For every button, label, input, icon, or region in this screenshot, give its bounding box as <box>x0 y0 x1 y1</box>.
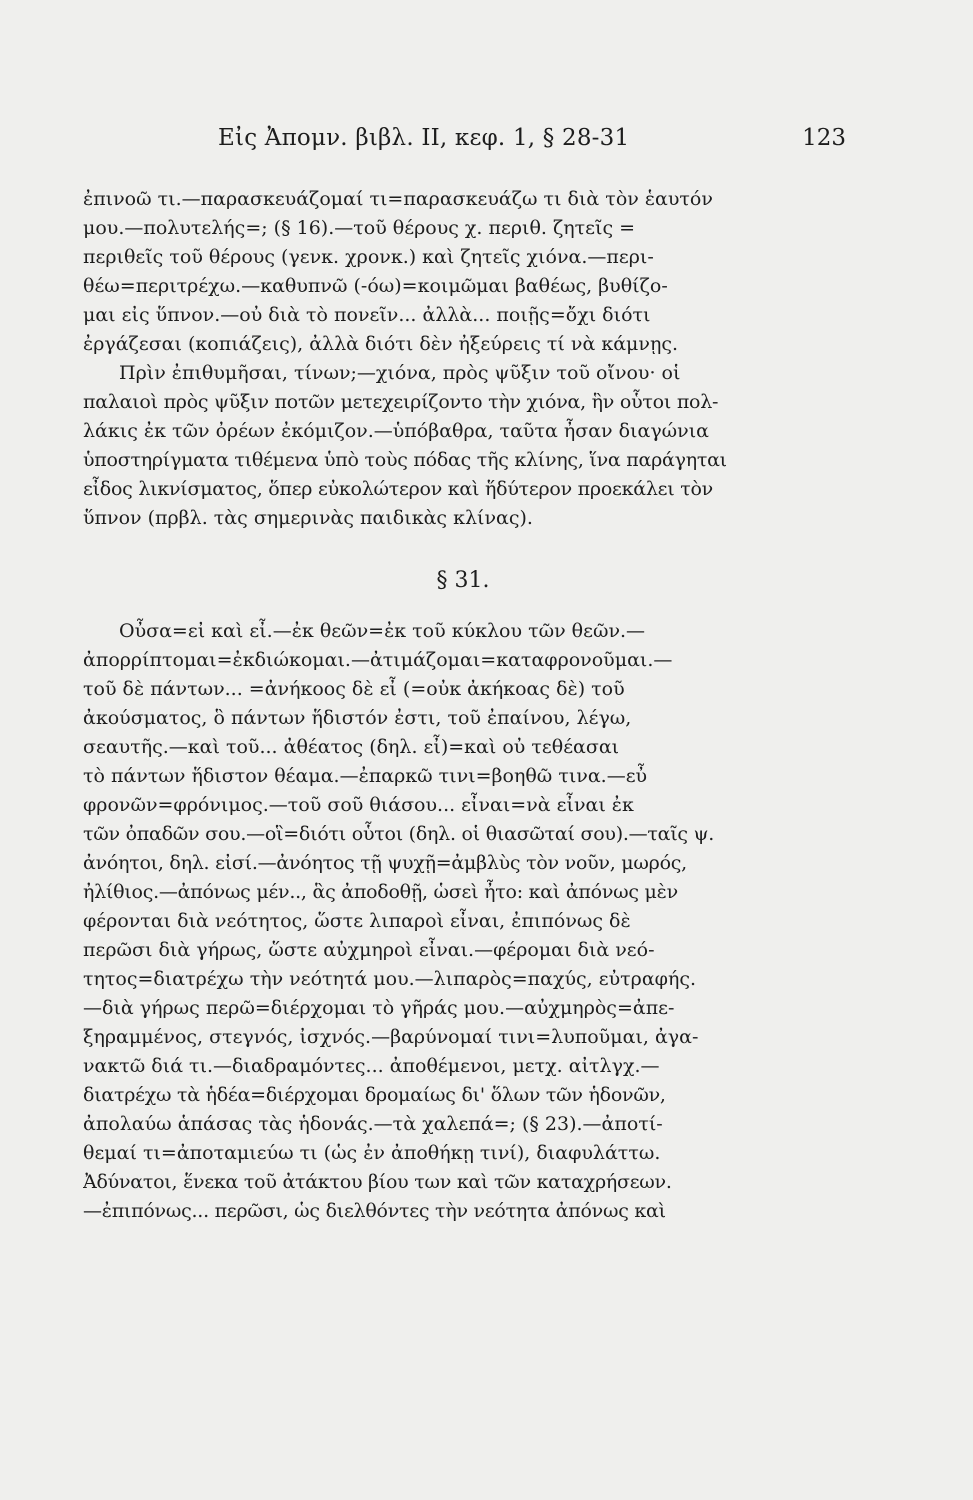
text-line: Ἀδύνατοι, ἕνεκα τοῦ ἀτάκτου βίου των καὶ τῶν καταχρήσεων. <box>83 1171 672 1193</box>
text-line: θέω=περιτρέχω.—καθυπνῶ (-όω)=κοιμῶμαι βαθέως, βυθίζο- <box>83 275 668 297</box>
text-line: τητος=διατρέχω τὴν νεότητά μου.—λιπαρὸς=παχύς, εὐτραφής. <box>83 968 697 990</box>
text-line: λάκις ἐκ τῶν ὀρέων ἐκόμιζον.—ὑπόβαθρα, ταῦτα ἦσαν διαγώνια <box>83 420 710 442</box>
text-line: ἐργάζεσαι (κοπιάζεις), ἀλλὰ διότι δὲν ἠξεύρεις τί νὰ κάμνῃς. <box>83 333 679 355</box>
paragraph <box>83 617 843 1226</box>
text-line: νακτῶ διά τι.—διαδραμόντες... ἀποθέμενοι, μετχ. αἰτλγχ.— <box>83 1055 660 1077</box>
text-line: Πρὶν ἐπιθυμῆσαι, τίνων;—χιόνα, πρὸς ψῦξιν τοῦ οἴνου· οἱ <box>119 362 681 384</box>
text-line: ἀπολαύω ἁπάσας τὰς ἡδονάς.—τὰ χαλεπά=; (§ 23).—ἀποτί- <box>83 1113 663 1135</box>
text-line: ὕπνον (πρβλ. τὰς σημερινὰς παιδικὰς κλίνας). <box>83 507 533 529</box>
text-line: σεαυτῆς.—καὶ τοῦ... ἀθέατος (δηλ. εἶ)=καὶ οὐ τεθέασαι <box>83 736 620 758</box>
text-line: φέρονται διὰ νεότητος, ὥστε λιπαροὶ εἶναι, ἐπιπόνως δὲ <box>83 910 631 932</box>
page-body <box>83 185 843 1226</box>
page-header <box>80 125 850 165</box>
text-line: μαι εἰς ὕπνον.—οὐ διὰ τὸ πονεῖν... ἀλλὰ... ποιῇς=ὄχι διότι <box>83 304 651 326</box>
text-line: τῶν ὀπαδῶν σου.—οἳ=διότι οὗτοι (δηλ. οἱ θιασῶταί σου).—ταῖς ψ. <box>83 823 715 845</box>
paragraph <box>83 185 843 359</box>
text-line: ἀνόητοι, δηλ. εἰσί.—ἀνόητος τῇ ψυχῇ=ἀμβλὺς τὸν νοῦν, μωρός, <box>83 852 687 874</box>
text-line: —διὰ γήρως περῶ=διέρχομαι τὸ γῆράς μου.—αὐχμηρὸς=ἀπε- <box>83 997 675 1019</box>
text-line: ἀκούσματος, ὃ πάντων ἥδιστόν ἐστι, τοῦ ἐπαίνου, λέγω, <box>83 707 632 729</box>
text-line: —ἐπιπόνως... περῶσι, ὡς διελθόντες τὴν νεότητα ἀπόνως καὶ <box>83 1200 666 1222</box>
text-line: φρονῶν=φρόνιμος.—τοῦ σοῦ θιάσου... εἶναι=νὰ εἶναι ἐκ <box>83 794 634 816</box>
text-line: ὑποστηρίγματα τιθέμενα ὑπὸ τοὺς πόδας τῆς κλίνης, ἵνα παράγηται <box>83 449 727 471</box>
text-line: περῶσι διὰ γήρως, ὥστε αὐχμηροὶ εἶναι.—φέρομαι διὰ νεό- <box>83 939 655 961</box>
text-line: εἶδος λικνίσματος, ὅπερ εὐκολώτερον καὶ ἥδύτερον προεκάλει τὸν <box>83 478 713 500</box>
text-line: περιθεῖς τοῦ θέρους (γενκ. χρονκ.) καὶ ζητεῖς χιόνα.—περι- <box>83 246 654 268</box>
text-line: τὸ πάντων ἥδιστον θέαμα.—ἐπαρκῶ τινι=βοηθῶ τινα.—εὖ <box>83 765 648 787</box>
paragraph <box>83 359 843 533</box>
text-line: ξηραμμένος, στεγνός, ἰσχνός.—βαρύνομαί τινι=λυποῦμαι, ἀγα- <box>83 1026 699 1048</box>
text-line: ἐπινοῶ τι.—παρασκευάζομαί τι=παρασκευάζω τι διὰ τὸν ἑαυτόν <box>83 188 713 210</box>
text-line: Οὖσα=εἰ καὶ εἶ.—ἐκ θεῶν=ἐκ τοῦ κύκλου τῶν θεῶν.— <box>119 620 646 642</box>
running-title: Εἰς Ἀπομν. βιβλ. II, κεφ. 1, § 28-31 <box>218 125 630 151</box>
text-line: μου.—πολυτελής=; (§ 16).—τοῦ θέρους χ. περιθ. ζητεῖς = <box>83 217 636 239</box>
page-number: 123 <box>802 125 846 151</box>
text-line: ἀπορρίπτομαι=ἐκδιώκομαι.—ἀτιμάζομαι=καταφρονοῦμαι.— <box>83 649 673 671</box>
text-line: διατρέχω τὰ ἡδέα=διέρχομαι δρομαίως δι' ὅλων τῶν ἡδονῶν, <box>83 1084 666 1106</box>
text-line: ἠλίθιος.—ἀπόνως μέν.., ἃς ἀποδοθῇ, ὡσεὶ ἦτο: καὶ ἀπόνως μὲν <box>83 881 678 903</box>
text-line: παλαιοὶ πρὸς ψῦξιν ποτῶν μετεχειρίζοντο τὴν χιόνα, ἣν οὗτοι πολ- <box>83 391 719 413</box>
text-line: θεμαί τι=ἀποταμιεύω τι (ὡς ἐν ἀποθήκῃ τινί), διαφυλάττω. <box>83 1142 661 1164</box>
section-heading: § 31. <box>436 568 490 593</box>
text-line: τοῦ δὲ πάντων... =ἀνήκοος δὲ εἶ (=οὐκ ἀκήκοας δὲ) τοῦ <box>83 678 625 700</box>
